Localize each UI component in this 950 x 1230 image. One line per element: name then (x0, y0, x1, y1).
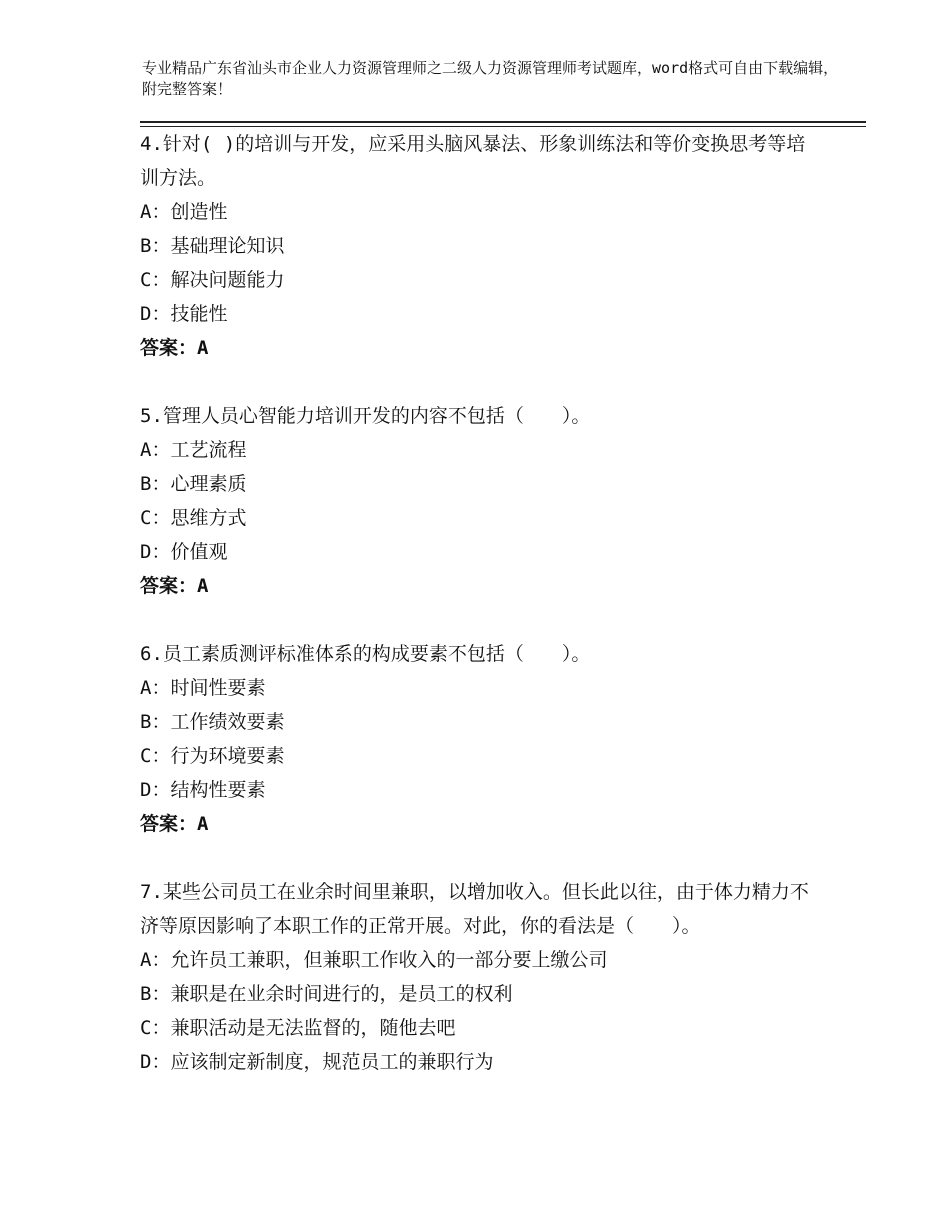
question-5 (140, 399, 820, 603)
document-header: 专业精品广东省汕头市企业人力资源管理师之二级人力资源管理师考试题库，word格式可自由下载编辑，附完整答案！ (142, 59, 839, 98)
option-c: C：思维方式 (140, 507, 247, 529)
option-b: B：基础理论知识 (140, 235, 285, 257)
option-a: A：工艺流程 (140, 439, 247, 461)
option-d: D：结构性要素 (140, 779, 266, 801)
question-list (140, 127, 820, 1079)
answer: 答案：A (140, 575, 209, 597)
question-stem: 4.针对( )的培训与开发，应采用头脑风暴法、形象训练法和等价变换思考等培训方法。 (140, 133, 806, 189)
option-d: D：应该制定新制度，规范员工的兼职行为 (140, 1051, 494, 1073)
question-4 (140, 127, 820, 365)
option-b: B：工作绩效要素 (140, 711, 285, 733)
header-rule-thick (140, 121, 866, 123)
option-a: A：时间性要素 (140, 677, 266, 699)
option-c: C：解决问题能力 (140, 269, 285, 291)
question-7 (140, 875, 820, 1079)
question-6 (140, 637, 820, 841)
answer: 答案：A (140, 337, 209, 359)
question-gap (140, 603, 820, 637)
question-gap (140, 841, 820, 875)
option-a: A：允许员工兼职，但兼职工作收入的一部分要上缴公司 (140, 949, 608, 971)
option-a: A：创造性 (140, 201, 228, 223)
option-d: D：技能性 (140, 303, 228, 325)
question-stem: 5.管理人员心智能力培训开发的内容不包括（ ）。 (140, 405, 591, 427)
answer: 答案：A (140, 813, 209, 835)
option-c: C：兼职活动是无法监督的，随他去吧 (140, 1017, 456, 1039)
question-gap (140, 365, 820, 399)
option-b: B：心理素质 (140, 473, 247, 495)
option-d: D：价值观 (140, 541, 228, 563)
option-b: B：兼职是在业余时间进行的，是员工的权利 (140, 983, 513, 1005)
question-stem: 7.某些公司员工在业余时间里兼职，以增加收入。但长此以往，由于体力精力不济等原因影响了本职工作的正常开展。对此，你的看法是（ ）。 (140, 881, 809, 937)
question-stem: 6.员工素质测评标准体系的构成要素不包括（ ）。 (140, 643, 591, 665)
option-c: C：行为环境要素 (140, 745, 285, 767)
